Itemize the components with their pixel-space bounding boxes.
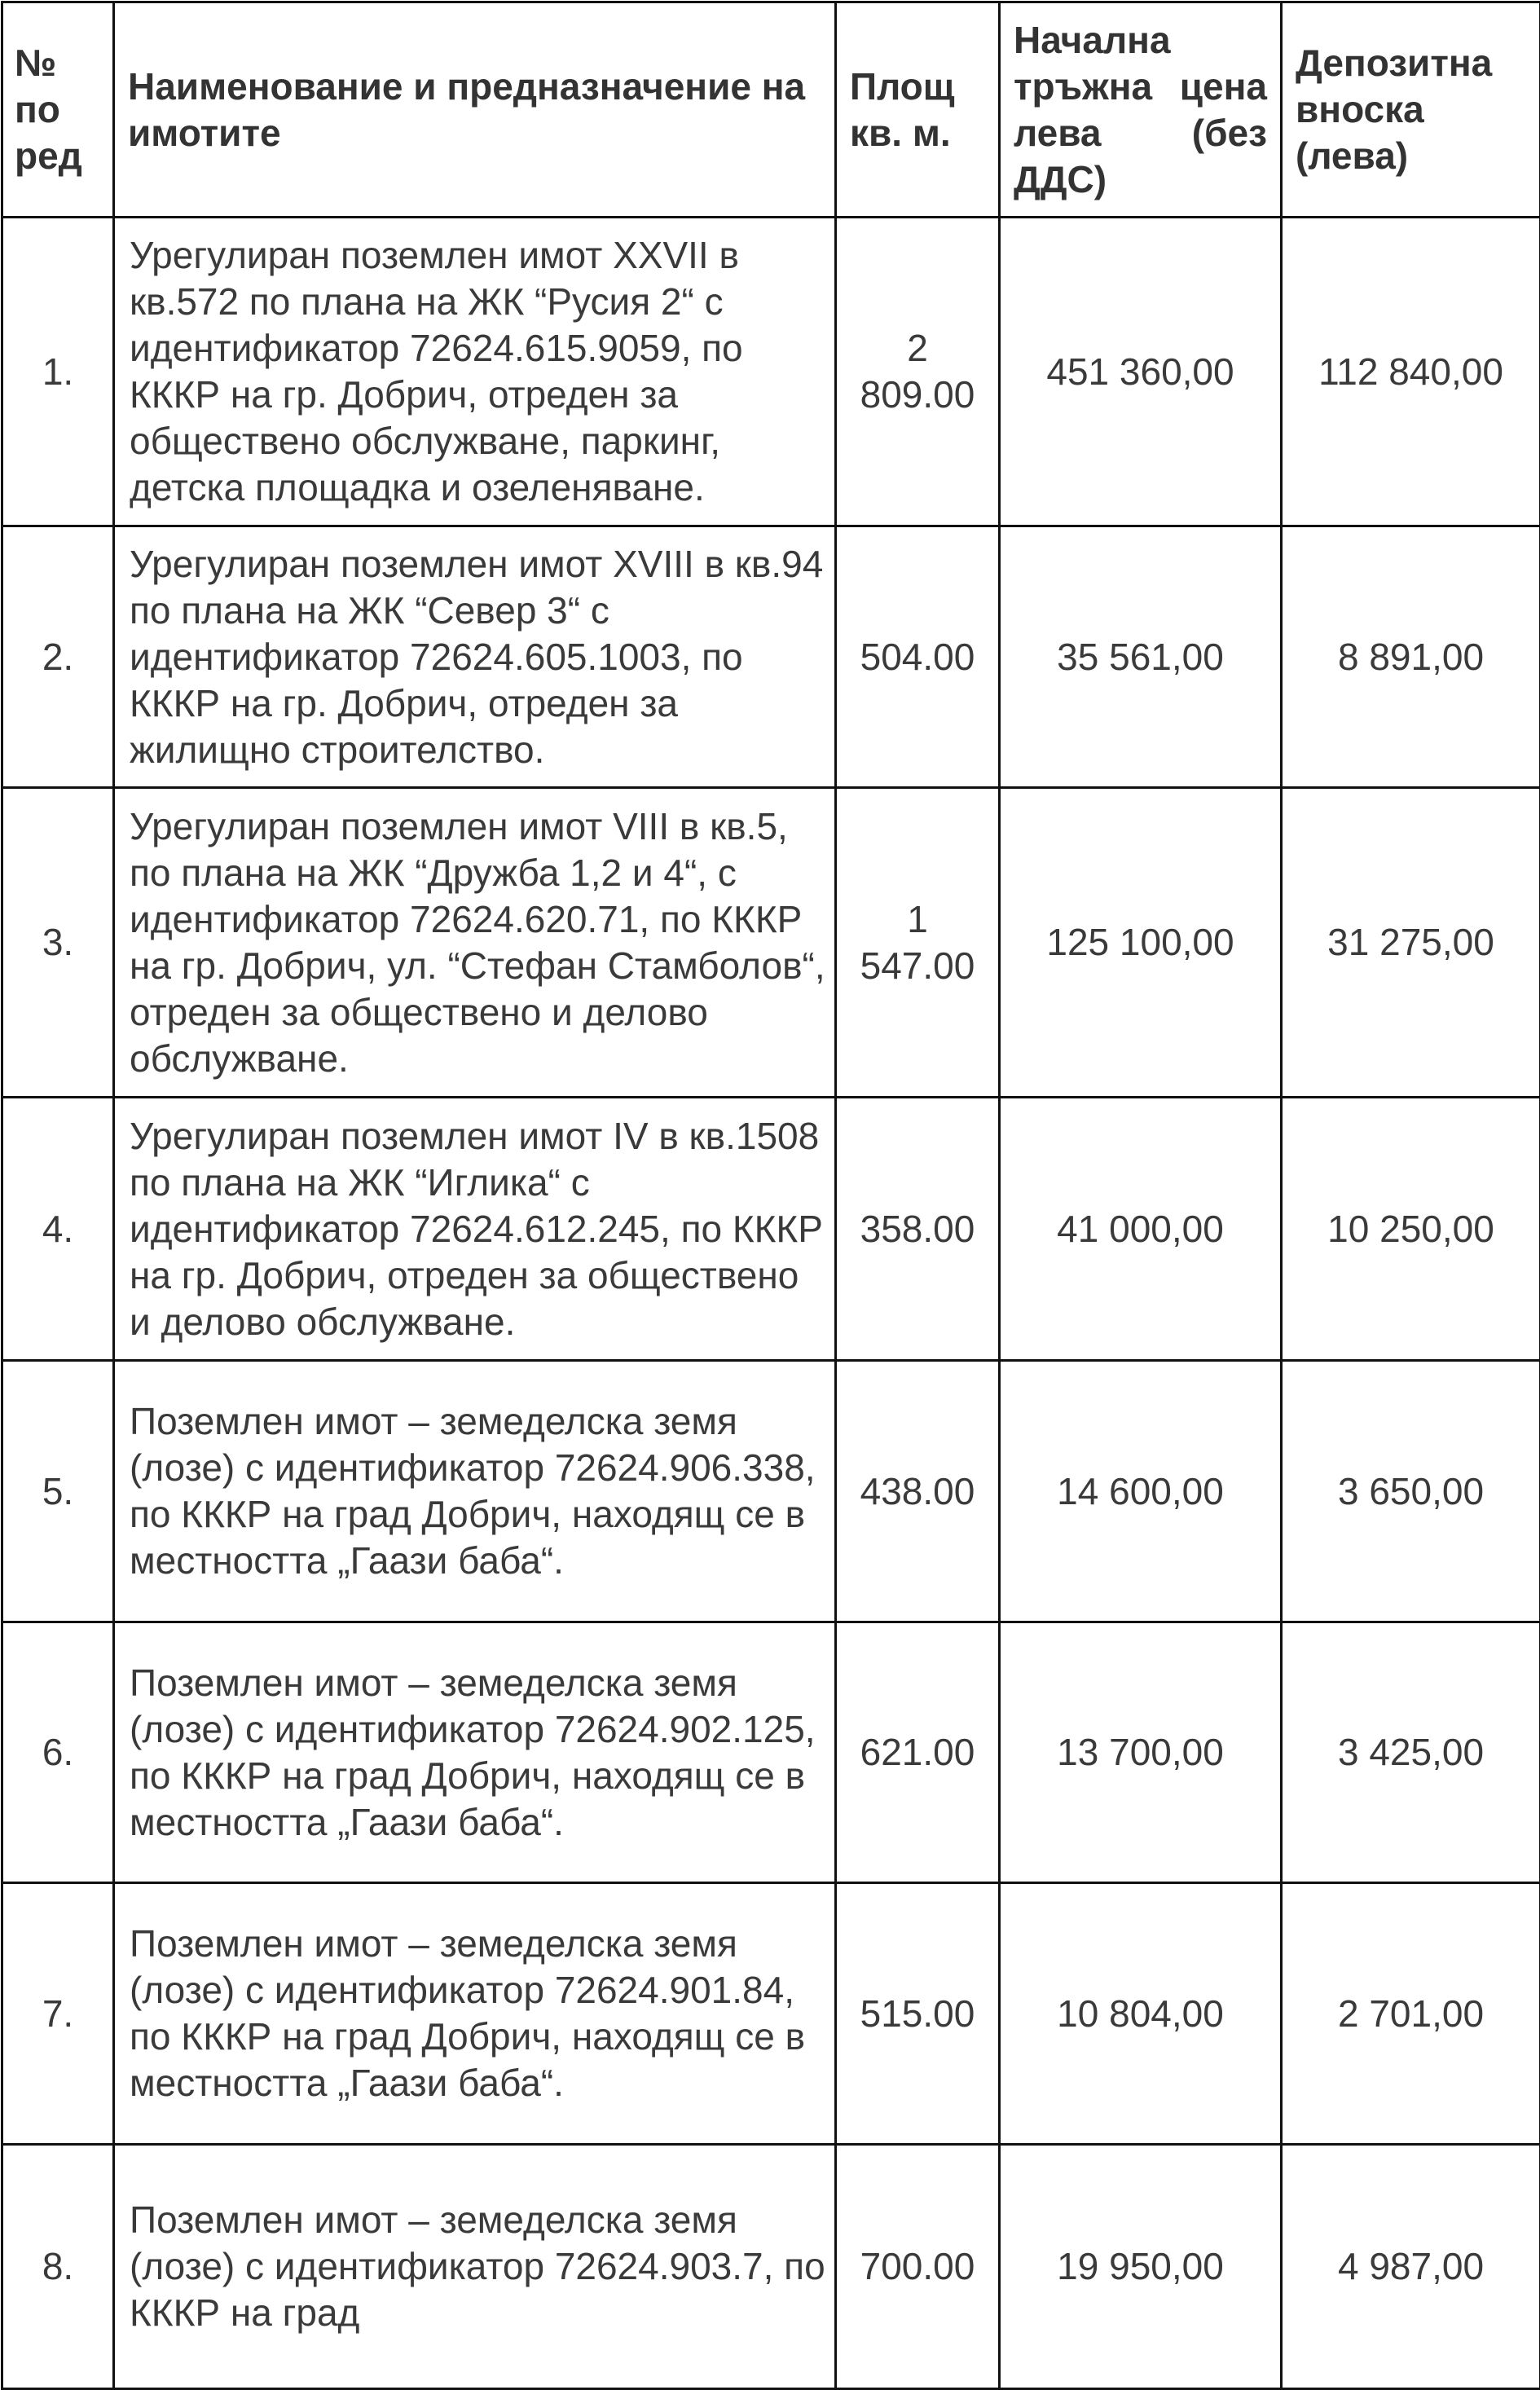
row-description: Поземлен имот – земеделска земя (лозе) с идентификатор 72624.903.7, по КККР на град: [114, 2145, 836, 2389]
row-price: 14 600,00: [1000, 1361, 1282, 1622]
row-description: Урегулиран поземлен имот XXVII в кв.572 по плана на ЖК “Русия 2“ с идентификатор 72624.615.9059, по КККР на гр. Добрич, отреден за обществено обслужване, паркинг, детска площадка и озеленяване.: [114, 218, 836, 526]
row-description: Поземлен имот – земеделска земя (лозе) с идентификатор 72624.906.338, по КККР на град Добрич, находящ се в местността „Гаази баба“.: [114, 1361, 836, 1622]
row-number: 6.: [2, 1622, 114, 1883]
header-deposit: Депозитна вноска (лева): [1282, 2, 1540, 218]
row-description: Урегулиран поземлен имот VIII в кв.5, по плана на ЖК “Дружба 1,2 и 4“, с идентификатор 72624.620.71, по КККР на гр. Добрич, ул. “Стефан Стамболов“, отреден за обществено и делово обслужване.: [114, 788, 836, 1098]
row-price: 19 950,00: [1000, 2145, 1282, 2389]
row-number: 7.: [2, 1883, 114, 2145]
row-deposit: 8 891,00: [1282, 526, 1540, 788]
table-row: [2, 218, 1540, 526]
row-area: 438.00: [836, 1361, 1000, 1622]
row-price: 13 700,00: [1000, 1622, 1282, 1883]
row-number: 5.: [2, 1361, 114, 1622]
row-area: 700.00: [836, 2145, 1000, 2389]
row-deposit: 112 840,00: [1282, 218, 1540, 526]
row-deposit: 10 250,00: [1282, 1098, 1540, 1361]
table-row: [2, 1883, 1540, 2145]
table-row: [2, 1361, 1540, 1622]
header-description: Наименование и предназначение на имотите: [114, 2, 836, 218]
row-deposit: 4 987,00: [1282, 2145, 1540, 2389]
row-number: 8.: [2, 2145, 114, 2389]
row-number: 3.: [2, 788, 114, 1098]
row-area: 515.00: [836, 1883, 1000, 2145]
table-row: [2, 1622, 1540, 1883]
row-number: 4.: [2, 1098, 114, 1361]
row-deposit: 2 701,00: [1282, 1883, 1540, 2145]
row-description: Поземлен имот – земеделска земя (лозе) с идентификатор 72624.902.125, по КККР на град Добрич, находящ се в местността „Гаази баба“.: [114, 1622, 836, 1883]
row-price: 41 000,00: [1000, 1098, 1282, 1361]
row-number: 1.: [2, 218, 114, 526]
header-price: Начална тръжна цена лева (без ДДС): [1000, 2, 1282, 218]
properties-table: [1, 1, 1540, 2390]
row-area: 2 809.00: [836, 218, 1000, 526]
table-row: [2, 2145, 1540, 2389]
row-deposit: 3 650,00: [1282, 1361, 1540, 1622]
table-header-row: [2, 2, 1540, 218]
header-area: Площ кв. м.: [836, 2, 1000, 218]
row-area: 504.00: [836, 526, 1000, 788]
row-area: 621.00: [836, 1622, 1000, 1883]
table-row: [2, 1098, 1540, 1361]
row-description: Урегулиран поземлен имот IV в кв.1508 по плана на ЖК “Иглика“ с идентификатор 72624.612.245, по КККР на гр. Добрич, отреден за обществено и делово обслужване.: [114, 1098, 836, 1361]
row-area: 358.00: [836, 1098, 1000, 1361]
header-number: № по ред: [2, 2, 114, 218]
row-description: Урегулиран поземлен имот XVIII в кв.94 по плана на ЖК “Север 3“ с идентификатор 72624.605.1003, по КККР на гр. Добрич, отреден за жилищно строителство.: [114, 526, 836, 788]
row-price: 125 100,00: [1000, 788, 1282, 1098]
row-deposit: 31 275,00: [1282, 788, 1540, 1098]
row-area: 1 547.00: [836, 788, 1000, 1098]
row-description: Поземлен имот – земеделска земя (лозе) с идентификатор 72624.901.84, по КККР на град Добрич, находящ се в местността „Гаази баба“.: [114, 1883, 836, 2145]
table-row: [2, 788, 1540, 1098]
row-price: 451 360,00: [1000, 218, 1282, 526]
row-number: 2.: [2, 526, 114, 788]
table-row: [2, 526, 1540, 788]
row-price: 35 561,00: [1000, 526, 1282, 788]
row-deposit: 3 425,00: [1282, 1622, 1540, 1883]
row-price: 10 804,00: [1000, 1883, 1282, 2145]
